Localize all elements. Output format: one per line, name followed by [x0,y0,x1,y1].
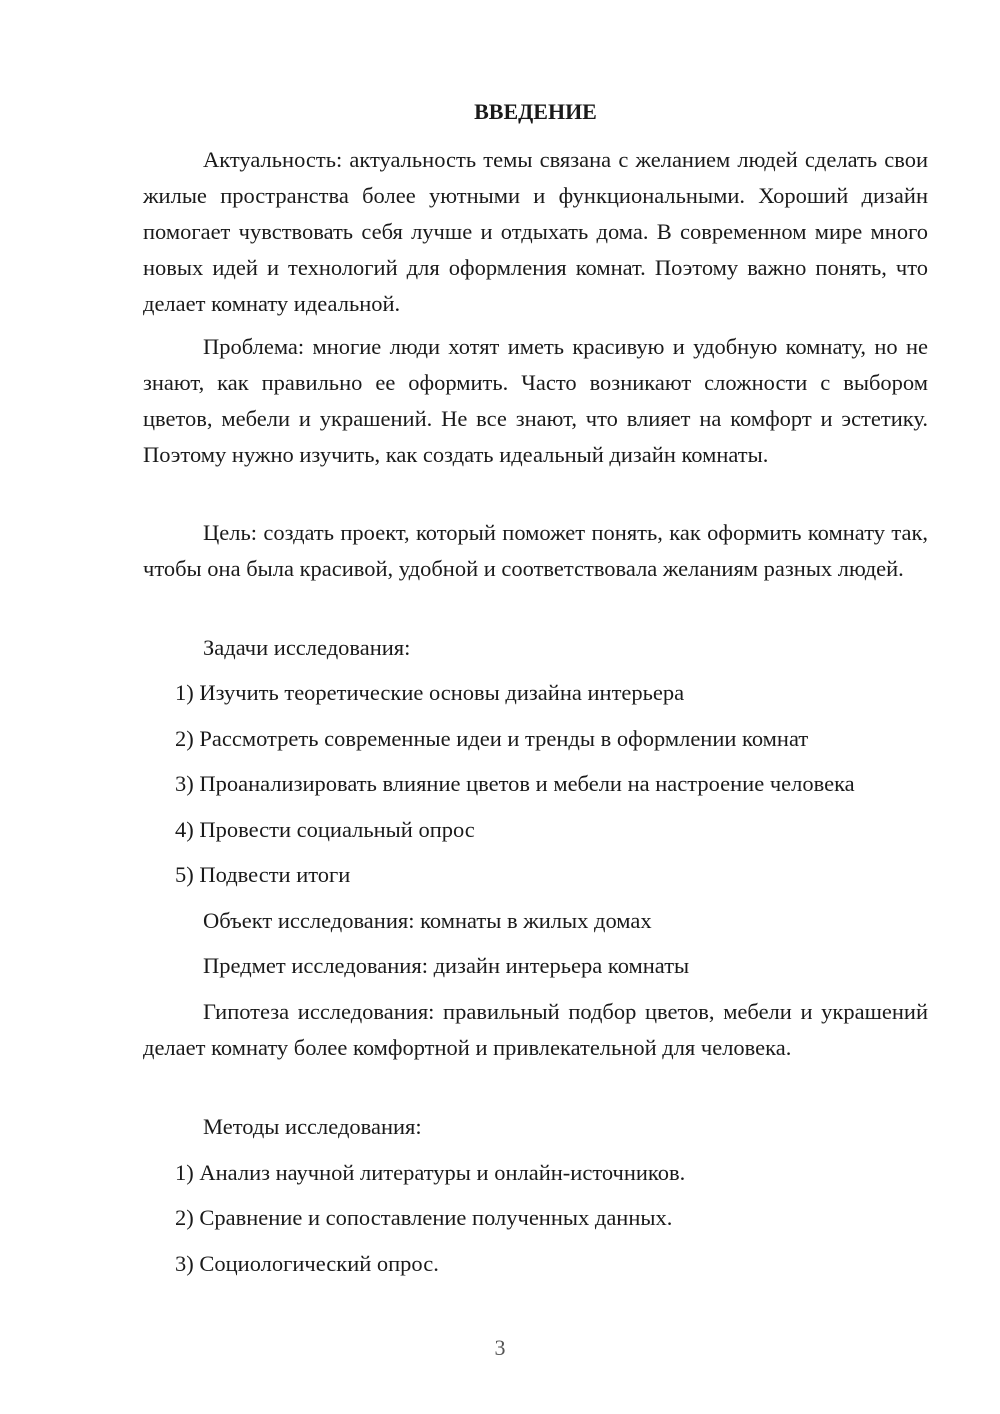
goal-paragraph: Цель: создать проект, который поможет понять, как оформить комнату так, чтобы она была красивой, удобной и соответствовала желаниям разных людей. [143,520,928,581]
method-item: 3) Социологический опрос. [175,1251,439,1276]
task-item: 5) Подвести итоги [175,862,351,887]
methods-heading: Методы исследования: [203,1114,422,1139]
method-item: 1) Анализ научной литературы и онлайн-источников. [175,1160,686,1185]
problem-paragraph: Проблема: многие люди хотят иметь красивую и удобную комнату, но не знают, как правильно ее оформить. Часто возникают сложности с выбором цветов, мебели и украшений. Не все знают, что влияет на комфорт и эстетику. Поэтому нужно изучить, как создать идеальный дизайн комнаты. [143,334,928,467]
hypothesis-paragraph: Гипотеза исследования: правильный подбор цветов, мебели и украшений делает комнату более комфортной и привлекательной для человека. [143,999,928,1060]
task-item: 4) Провести социальный опрос [175,817,475,842]
method-item: 2) Сравнение и сопоставление полученных данных. [175,1205,673,1230]
page-title: ВВЕДЕНИЕ [474,99,597,124]
task-item: 1) Изучить теоретические основы дизайна интерьера [175,680,685,705]
research-object-line: Объект исследования: комнаты в жилых домах [203,908,652,933]
page-number: 3 [494,1335,506,1360]
task-item: 2) Рассмотреть современные идеи и тренды в оформлении комнат [175,726,809,751]
relevance-paragraph: Актуальность: актуальность темы связана с желанием людей сделать свои жилые пространства более уютными и функциональными. Хороший дизайн помогает чувствовать себя лучше и отдыхать дома. В современном мире много новых идей и технологий для оформления комнат. Поэтому важно понять, что делает комнату идеальной. [143,147,928,316]
task-item: 3) Проанализировать влияние цветов и мебели на настроение человека [175,771,855,796]
research-subject-line: Предмет исследования: дизайн интерьера комнаты [203,953,690,978]
tasks-heading: Задачи исследования: [203,635,411,660]
